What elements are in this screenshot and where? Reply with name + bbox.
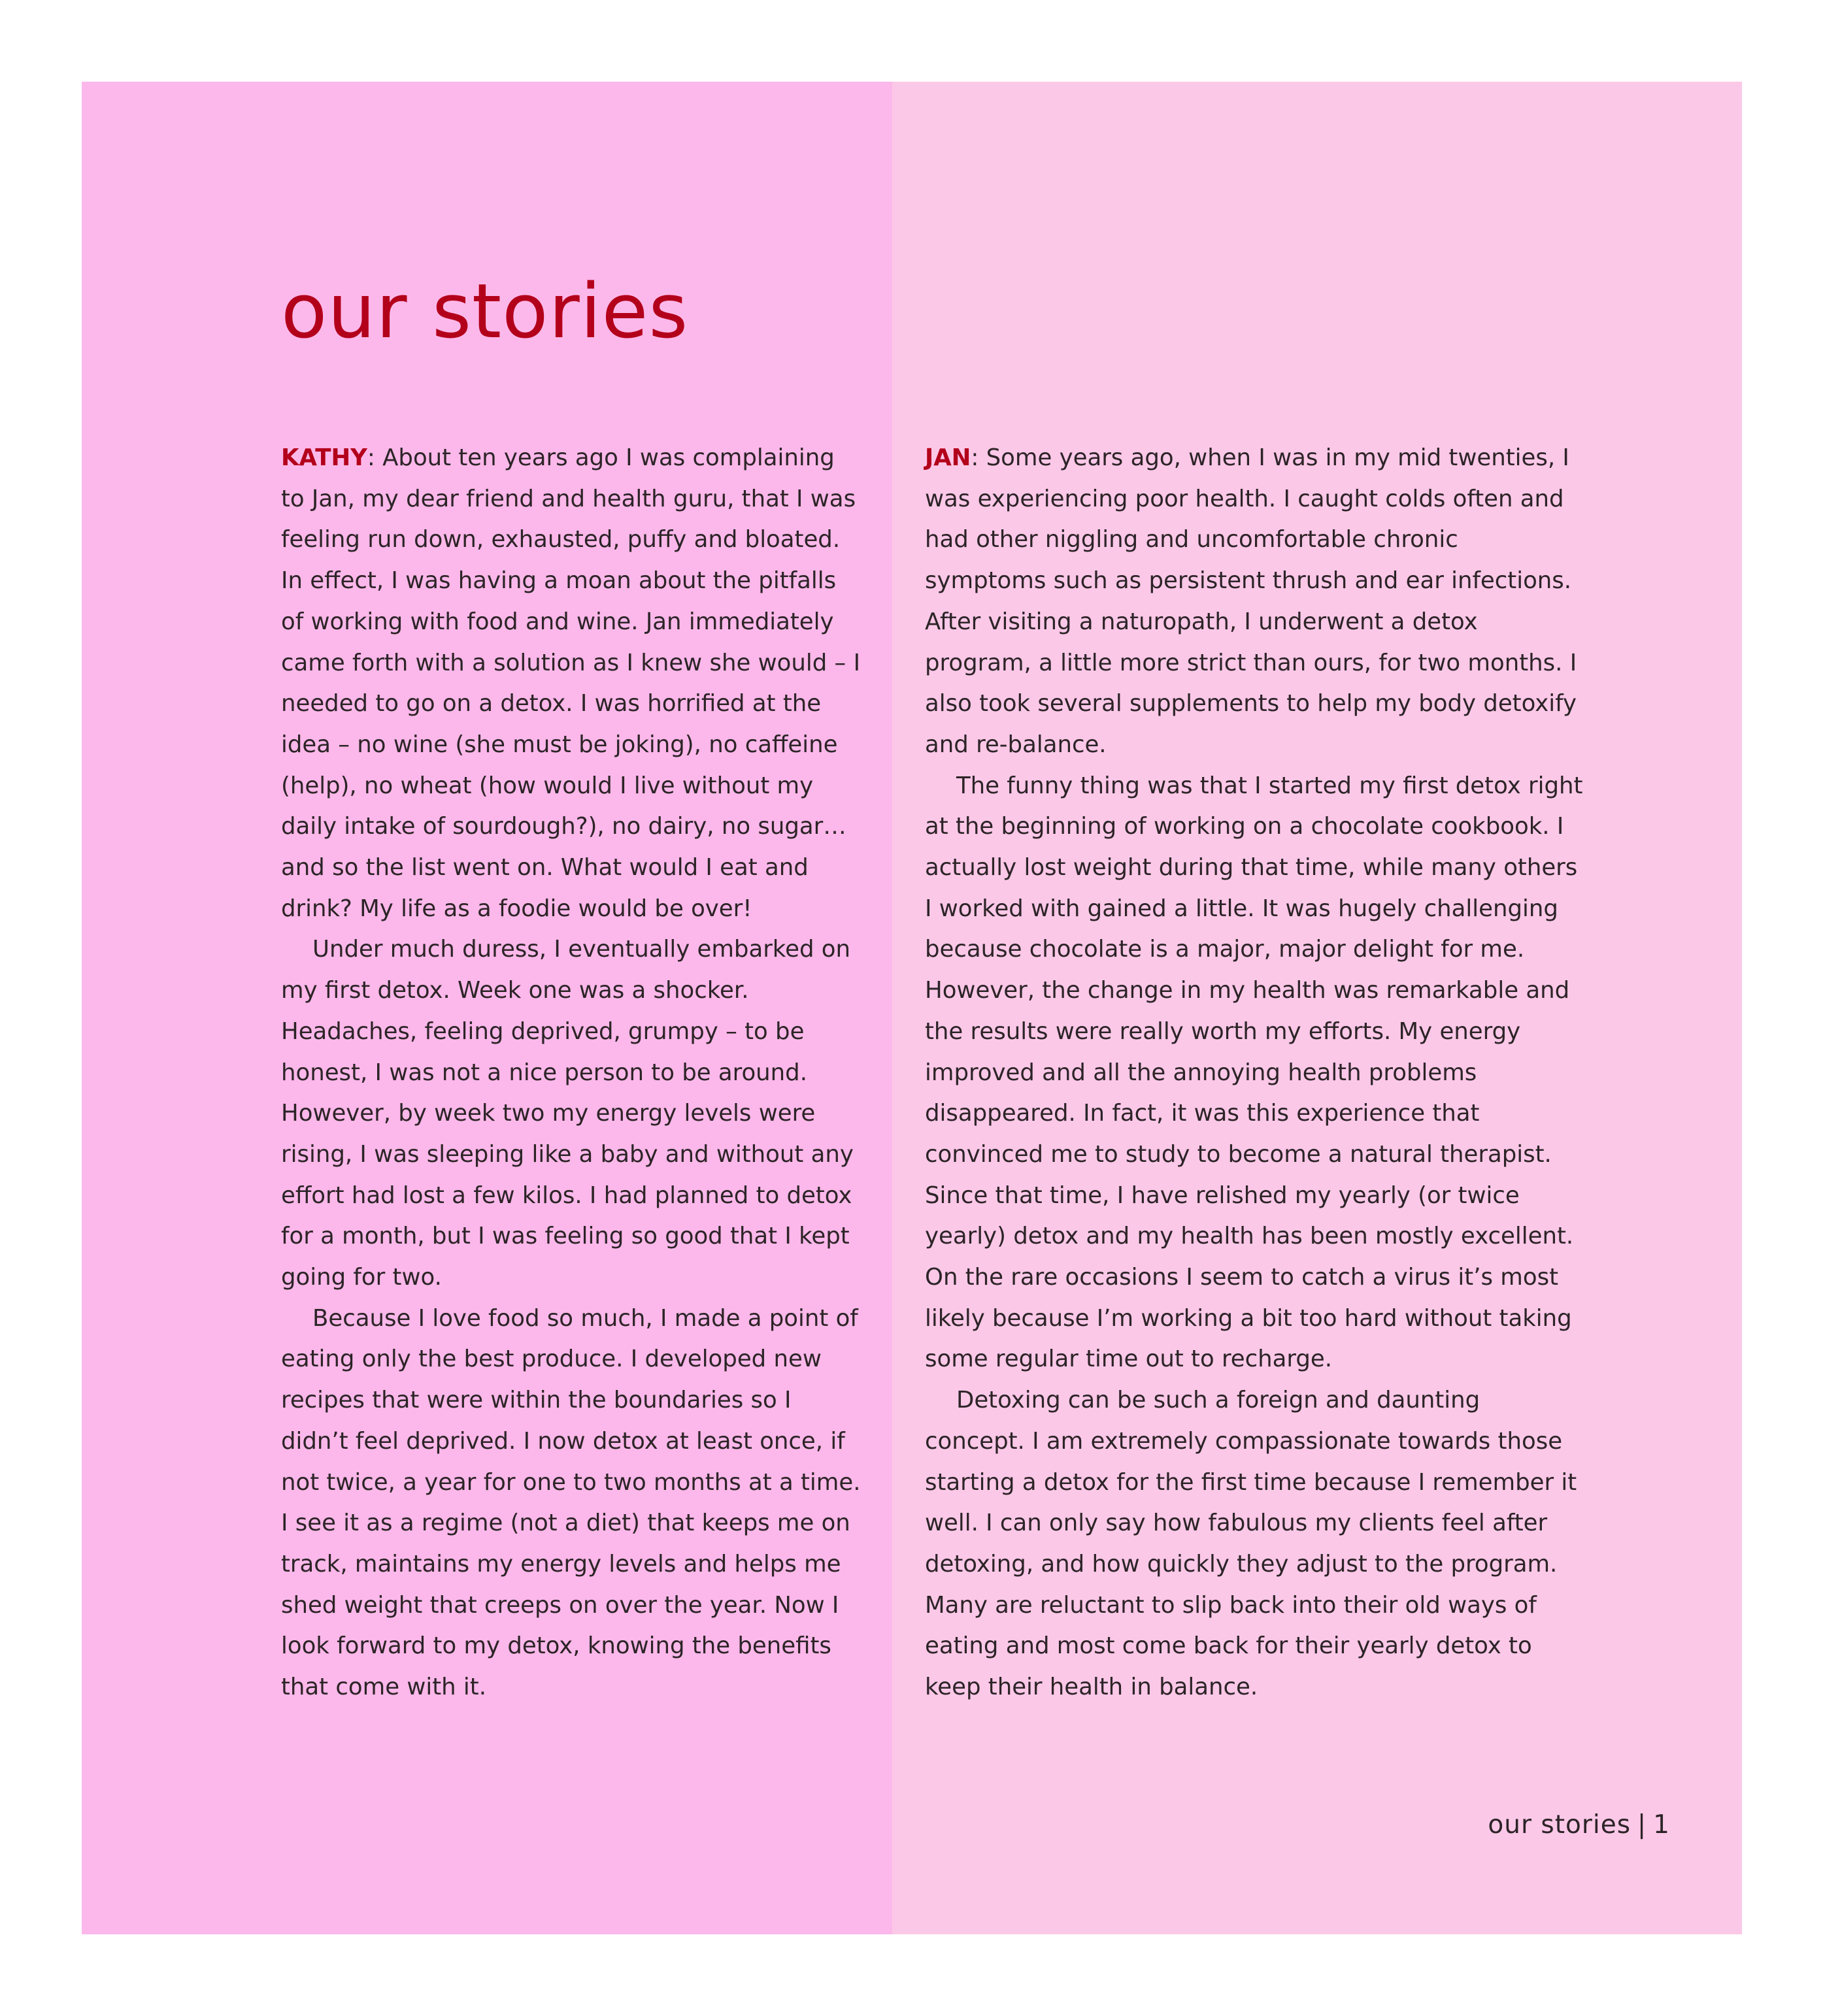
- page-number: 1: [1653, 1810, 1670, 1840]
- jan-speaker-label: JAN: [925, 444, 971, 471]
- kathy-speaker-label: KATHY: [281, 444, 367, 471]
- jan-paragraph-1: [925, 438, 1585, 766]
- kathy-story-column: [281, 438, 863, 1708]
- page-title: our stories: [281, 268, 689, 355]
- jan-paragraph-2: The funny thing was that I started my first detox right at the beginning of working on a chocolate cookbook. I actually lost weight during that time, while many others I worked with gained a little. It was hugely challenging because chocolate is a major, major delight for me. However, the change in my health was remarkable and the results were really worth my efforts. My energy improved and all the annoying health problems disappeared. In fact, it was this experience that convinced me to study to become a natural therapist. Since that time, I have relished my yearly (or twice yearly) detox and my health has been mostly excellent. On the rare occasions I seem to catch a virus it’s most likely because I’m working a bit too hard without taking some regular time out to recharge.: [925, 772, 1583, 1373]
- footer-separator: |: [1637, 1810, 1647, 1840]
- jan-paragraph-1-text: : Some years ago, when I was in my mid twenties, I was experiencing poor health. I caught colds often and had other niggling and uncomfortable chronic symptoms such as persistent thrush and ear infections. After visiting a naturopath, I underwent a detox program, a little more strict than ours, for two months. I also took several supplements to help my body detoxify and re-balance.: [925, 444, 1577, 758]
- book-page: [82, 82, 1742, 1934]
- footer-section-name: our stories: [1488, 1810, 1631, 1840]
- kathy-paragraph-1-text: : About ten years ago I was complaining to Jan, my dear friend and health guru, that I was feeling run down, exhausted, puffy and bloated. In effect, I was having a moan about the pitfalls of working with food and wine. Jan immediately came forth with a solution as I knew she would – I needed to go on a detox. I was horrified at the idea – no wine (she must be joking), no caffeine (help), no wheat (how would I live without my daily intake of sourdough?), no dairy, no sugar… and so the list went on. What would I eat and drink? My life as a foodie would be over!: [281, 444, 861, 922]
- kathy-paragraph-2: Under much duress, I eventually embarked on my first detox. Week one was a shocker. Headaches, feeling deprived, grumpy – to be honest, I was not a nice person to be around. However, by week two my energy levels were rising, I was sleeping like a baby and without any effort had lost a few kilos. I had planned to detox for a month, but I was feeling so good that I kept going for two.: [281, 936, 854, 1291]
- jan-story-column: [925, 438, 1585, 1708]
- kathy-paragraph-1: [281, 438, 863, 929]
- kathy-paragraph-3: Because I love food so much, I made a point of eating only the best produce. I developed new recipes that were within the boundaries so I didn’t feel deprived. I now detox at least once, if not twice, a year for one to two months at a time. I see it as a regime (not a diet) that keeps me on track, maintains my energy levels and helps me shed weight that creeps on over the year. Now I look forward to my detox, knowing the benefits that come with it.: [281, 1304, 861, 1701]
- page-footer: [1258, 1810, 1670, 1840]
- jan-paragraph-3: Detoxing can be such a foreign and daunting concept. I am extremely compassionate towards those starting a detox for the first time because I remember it well. I can only say how fabulous my clients feel after detoxing, and how quickly they adjust to the program. Many are reluctant to slip back into their old ways of eating and most come back for their yearly detox to keep their health in balance.: [925, 1387, 1577, 1701]
